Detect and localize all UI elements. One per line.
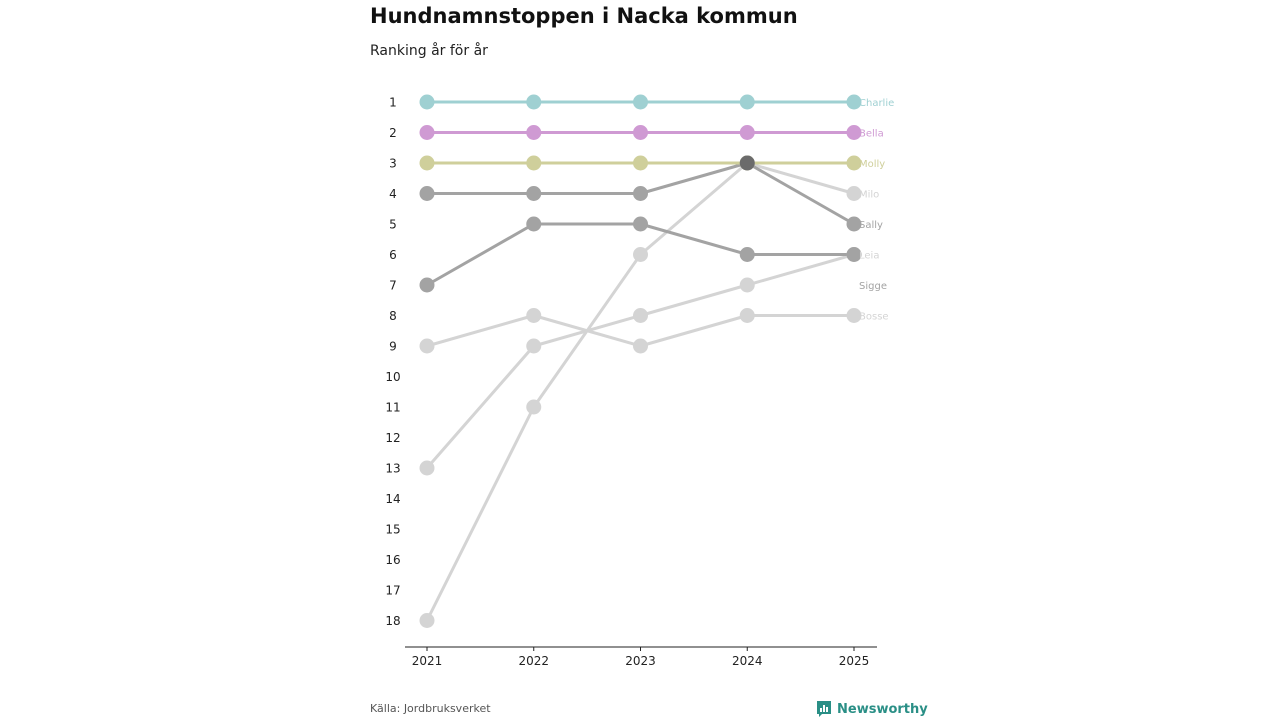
y-tick-label: 14 — [385, 492, 401, 506]
x-tick-label: 2022 — [518, 654, 550, 668]
y-tick-label: 8 — [389, 309, 397, 323]
y-tick-label: 2 — [389, 126, 397, 140]
y-tick-label: 6 — [389, 248, 397, 262]
series-end-label: Bosse — [859, 311, 889, 323]
y-tick-label: 3 — [389, 156, 397, 171]
y-tick-label: 5 — [389, 217, 397, 232]
series-end-label: Leia — [859, 250, 880, 262]
x-tick-label: 2021 — [411, 654, 443, 668]
series-line-bosse — [427, 255, 854, 469]
data-point-sigge — [633, 339, 648, 354]
y-tick-label: 12 — [385, 431, 401, 445]
series-end-label: Sigge — [859, 281, 887, 292]
chart-subtitle: Ranking år för år — [370, 43, 488, 59]
x-tick-label: 2025 — [838, 654, 870, 668]
highlighted-data-point — [740, 156, 755, 171]
y-tick-label: 17 — [385, 583, 401, 598]
data-point-leia — [740, 247, 755, 262]
data-point-molly — [526, 156, 541, 171]
series-end-label: Sally — [859, 220, 883, 231]
data-point-milo — [633, 247, 648, 262]
data-point-bosse — [633, 308, 648, 323]
chart-title: Hundnamnstoppen i Nacka kommun — [370, 4, 798, 28]
series-end-label: Molly — [859, 159, 886, 170]
y-tick-label: 16 — [385, 553, 401, 567]
y-tick-label: 10 — [385, 370, 401, 384]
data-point-bella — [740, 125, 755, 140]
data-point-milo — [420, 613, 435, 628]
data-point-charlie — [526, 95, 541, 110]
y-tick-label: 11 — [385, 400, 401, 415]
data-point-sally — [633, 186, 648, 201]
bar-chart-logo-icon — [816, 700, 832, 718]
y-tick-label: 7 — [389, 278, 397, 293]
data-point-bosse — [740, 278, 755, 293]
source-note: Källa: Jordbruksverket — [370, 702, 491, 715]
data-point-sally — [420, 186, 435, 201]
data-point-bella — [633, 125, 648, 140]
series-end-label: Bella — [859, 128, 884, 140]
data-point-charlie — [740, 95, 755, 110]
data-point-molly — [633, 156, 648, 171]
data-point-sally — [526, 186, 541, 201]
data-point-bella — [526, 125, 541, 140]
data-point-leia — [633, 217, 648, 232]
data-point-milo — [526, 400, 541, 415]
series-end-label: Charlie — [859, 98, 895, 109]
y-tick-label: 4 — [389, 187, 397, 201]
data-point-bosse — [526, 339, 541, 354]
data-point-sigge — [526, 308, 541, 323]
y-tick-label: 13 — [385, 461, 401, 476]
data-point-charlie — [420, 95, 435, 110]
y-tick-label: 9 — [389, 339, 397, 354]
data-point-sigge — [740, 308, 755, 323]
x-tick-label: 2023 — [625, 654, 656, 668]
brand — [816, 700, 928, 718]
data-point-bella — [420, 125, 435, 140]
y-tick-label: 18 — [385, 614, 401, 628]
data-point-leia — [526, 217, 541, 232]
x-tick-label: 2024 — [731, 654, 763, 668]
data-point-molly — [420, 156, 435, 171]
series-line-milo — [427, 163, 854, 621]
brand-name: Newsworthy — [837, 701, 928, 717]
data-point-bosse — [420, 461, 435, 476]
y-tick-label: 1 — [389, 95, 397, 110]
data-point-charlie — [633, 95, 648, 110]
data-point-sigge — [420, 339, 435, 354]
data-point-leia — [420, 278, 435, 293]
y-tick-label: 15 — [385, 522, 401, 537]
series-end-label: Milo — [859, 189, 880, 201]
